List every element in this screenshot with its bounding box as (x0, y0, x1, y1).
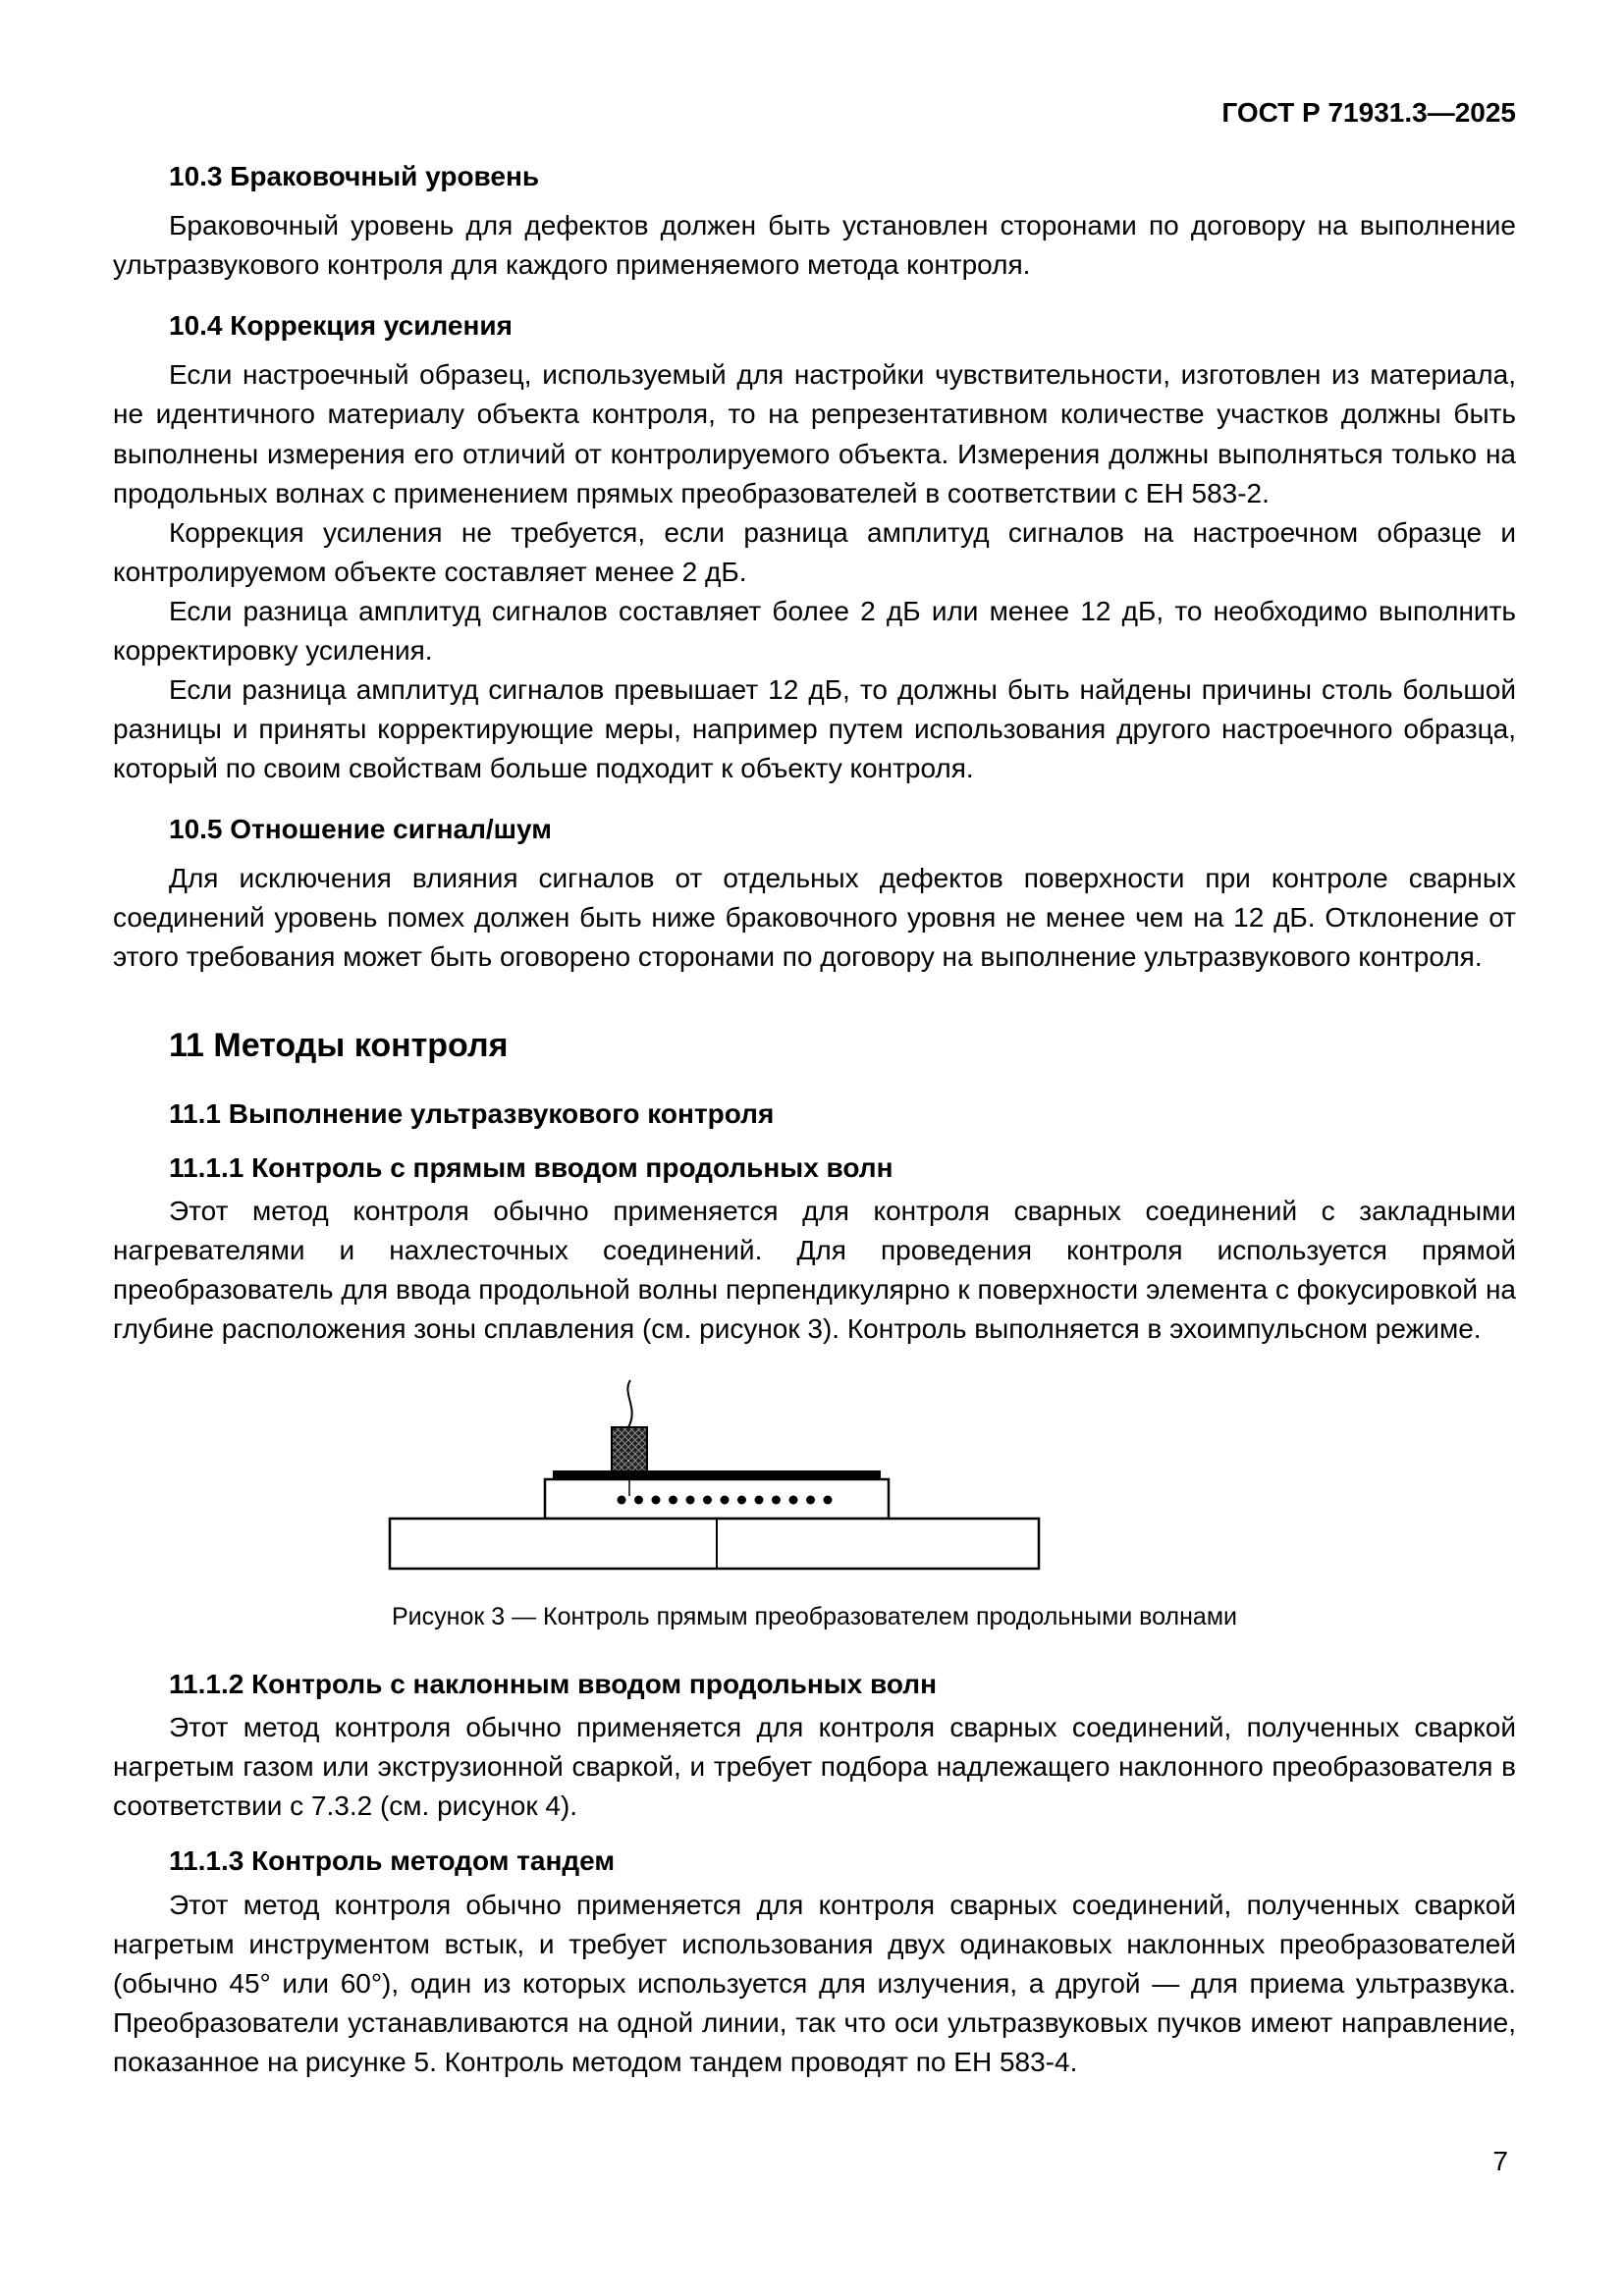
coupling-plate-bar (553, 1470, 881, 1479)
section-10-5-heading: 10.5 Отношение сигнал/шум (169, 813, 552, 844)
fitting-body-rect (545, 1479, 889, 1519)
section-11-1-2-heading: 11.1.2 Контроль с наклонным вводом продольных волн (169, 1668, 937, 1699)
section-10-5-paragraph: Для исключения влияния сигналов от отдельных дефектов поверхности при контроле сварных соединений уровень помех должен быть ниже браковочного уровня не менее чем на 12 дБ. Отклонение от этого требования может быть оговорено сторонами по договору на выполнение ультразвукового контроля. (113, 863, 1516, 973)
section-11-1-2-paragraph: Этот метод контроля обычно применяется для контроля сварных соединений, полученных сваркой нагретым газом или экструзионной сваркой, и требует подбора надлежащего наклонного преобразователя в соответствии с 7.3.2 (см. рисунок 4). (113, 1712, 1516, 1822)
figure-3-caption: Рисунок 3 — Контроль прямым преобразователем продольными волнами (392, 1603, 1237, 1631)
probe-transducer-icon (612, 1427, 647, 1472)
figure-3-diagram (388, 1378, 1041, 1572)
section-11-1-1-paragraph: Этот метод контроля обычно применяется для контроля сварных соединений с закладными нагревателями и нахлесточных соединений. Для проведения контроля используется прямой преобразователь для ввода продольной волны перпендикулярно к поверхности элемента с фокусировкой на глубине расположения зоны сплавления (см. рисунок 3). Контроль выполняется в эхоимпульсном режиме. (113, 1196, 1516, 1345)
section-11-heading: 11 Методы контроля (169, 1027, 509, 1065)
section-10-4-heading: 10.4 Коррекция усиления (169, 310, 513, 342)
pipe-body-rect (390, 1519, 1039, 1569)
section-11-1-heading: 11.1 Выполнение ультразвукового контроля (169, 1098, 775, 1130)
section-11-1-3-paragraph: Этот метод контроля обычно применяется для контроля сварных соединений, полученных сваркой нагретым инструментом встык, и требует использования двух одинаковых наклонных преобразователей (обычно 45° или 60°), один из которых используется для излучения, а другой — для приема ультразвука. Преобразователи устанавливаются на одной линии, так что оси ультразвуковых пучков имеют направление, показанное на рисунке 5. Контроль методом тандем проводят по ЕН 583-4. (113, 1889, 1516, 2077)
document-code: ГОСТ Р 71931.3—2025 (1221, 97, 1516, 128)
section-10-4-paragraph-4: Если разница амплитуд сигналов превышает 12 дБ, то должны быть найдены причины столь большой разницы и приняты корректирующие меры, например путем использования другого настроечного образца, который по своим свойствам больше подходит к объекту контроля. (113, 673, 1516, 783)
section-10-4-paragraph-1: Если настроечный образец, используемый для настройки чувствительности, изготовлен из материала, не идентичного материалу объекта контроля, то на репрезентативном количестве участков должны быть выполнены измерения его отличий от контролируемого объекта. Измерения должны выполняться только на продольных волнах с применением прямых преобразователей в соответствии с ЕН 583-2. (113, 359, 1516, 508)
section-10-4-paragraph-2: Коррекция усиления не требуется, если разница амплитуд сигналов на настроечном образце и контролируемом объекте составляет менее 2 дБ. (113, 516, 1516, 587)
section-10-3-paragraph: Браковочный уровень для дефектов должен быть установлен сторонами по договору на выполнение ультразвукового контроля для каждого применяемого метода контроля. (113, 209, 1516, 281)
figure-3 (113, 1378, 1516, 1633)
probe-cable-line (627, 1380, 631, 1427)
section-10-3-heading: 10.3 Браковочный уровень (169, 160, 540, 191)
section-11-1-1-heading: 11.1.1 Контроль с прямым вводом продольных волн (169, 1151, 893, 1183)
page-number: 7 (1492, 2146, 1508, 2176)
section-11-1-3-heading: 11.1.3 Контроль методом тандем (169, 1845, 616, 1877)
section-10-4-paragraph-3: Если разница амплитуд сигналов составляет более 2 дБ или менее 12 дБ, то необходимо выполнить корректировку усиления. (113, 595, 1516, 666)
